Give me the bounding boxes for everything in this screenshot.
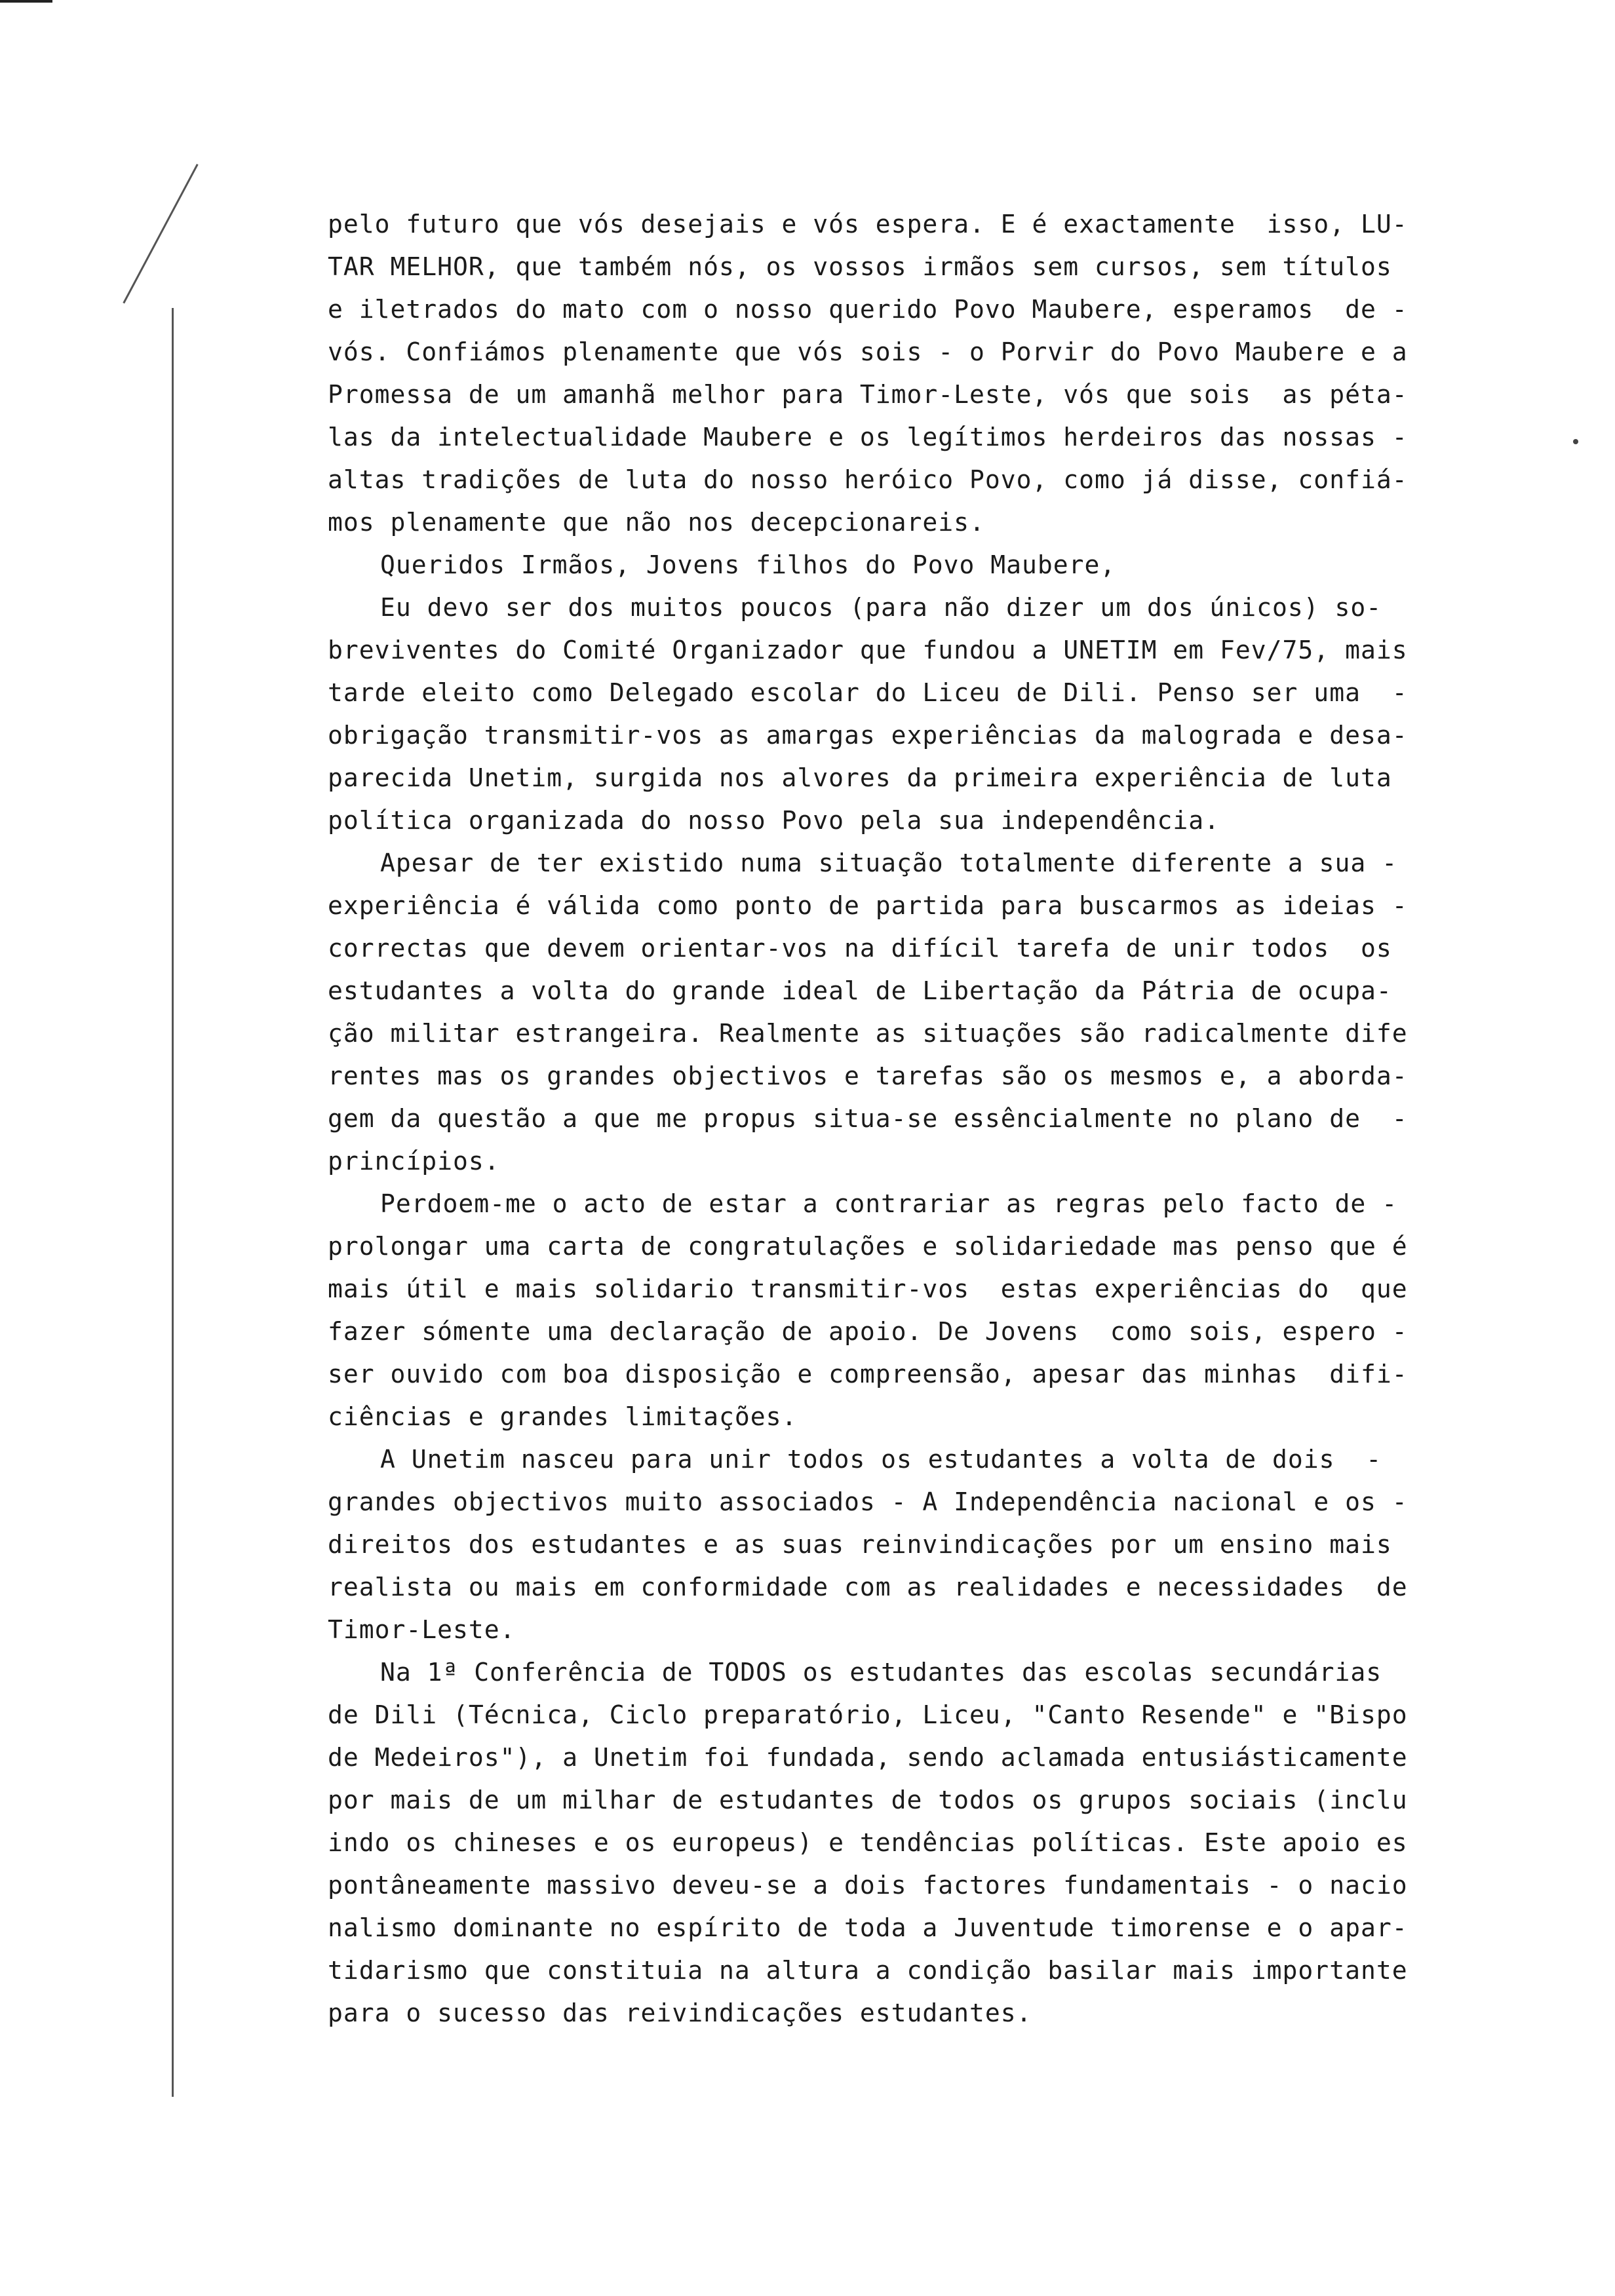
text-line: prolongar uma carta de congratulações e solidariedade mas penso que é — [328, 1232, 1408, 1261]
text-line: Perdoem-me o acto de estar a contrariar as regras pelo facto de - — [380, 1189, 1398, 1218]
text-line: gem da questão a que me propus situa-se essêncialmente no plano de - — [328, 1104, 1408, 1133]
text-line: por mais de um milhar de estudantes de todos os grupos sociais (inclu — [328, 1786, 1408, 1814]
text-line: nalismo dominante no espírito de toda a Juventude timorense e o apar- — [328, 1913, 1408, 1942]
text-line: breviventes do Comité Organizador que fundou a UNETIM em Fev/75, mais — [328, 636, 1408, 664]
text-line: Queridos Irmãos, Jovens filhos do Povo Maubere, — [380, 550, 1116, 579]
scan-edge-mark — [0, 0, 52, 3]
text-line: direitos dos estudantes e as suas reinvindicações por um ensino mais — [328, 1530, 1392, 1559]
text-line: ser ouvido com boa disposição e compreensão, apesar das minhas difi- — [328, 1360, 1408, 1388]
text-line: correctas que devem orientar-vos na difícil tarefa de unir todos os — [328, 934, 1392, 963]
text-line: mais útil e mais solidario transmitir-vos estas experiências do que — [328, 1274, 1408, 1303]
stray-ink-dot — [1573, 439, 1578, 444]
text-line: mos plenamente que não nos decepcionareis. — [328, 508, 985, 537]
text-line: de Dili (Técnica, Ciclo preparatório, Liceu, "Canto Resende" e "Bispo — [328, 1700, 1408, 1729]
margin-slash-mark — [123, 164, 198, 303]
text-line: Na 1ª Conferência de TODOS os estudantes das escolas secundárias — [380, 1658, 1382, 1687]
typed-letter-body — [328, 203, 1508, 2035]
text-line: estudantes a volta do grande ideal de Libertação da Pátria de ocupa- — [328, 976, 1392, 1005]
text-line: princípios. — [328, 1147, 500, 1176]
text-line: las da intelectualidade Maubere e os legítimos herdeiros das nossas - — [328, 423, 1408, 451]
text-line: de Medeiros"), a Unetim foi fundada, sendo aclamada entusiásticamente — [328, 1743, 1408, 1772]
text-line: TAR MELHOR, que também nós, os vossos irmãos sem cursos, sem títulos — [328, 252, 1392, 281]
text-line: realista ou mais em conformidade com as realidades e necessidades de — [328, 1573, 1408, 1601]
text-line: Apesar de ter existido numa situação totalmente diferente a sua - — [380, 849, 1398, 877]
text-line: obrigação transmitir-vos as amargas experiências da malograda e desa- — [328, 721, 1408, 750]
text-line: rentes mas os grandes objectivos e tarefas são os mesmos e, a aborda- — [328, 1062, 1408, 1090]
text-line: Timor-Leste. — [328, 1615, 516, 1644]
text-line: Eu devo ser dos muitos poucos (para não dizer um dos únicos) so- — [380, 593, 1382, 622]
text-line: pelo futuro que vós desejais e vós espera. E é exactamente isso, LU- — [328, 210, 1408, 239]
text-line: parecida Unetim, surgida nos alvores da primeira experiência de luta — [328, 763, 1392, 792]
text-line: experiência é válida como ponto de partida para buscarmos as ideias - — [328, 891, 1408, 920]
text-line: grandes objectivos muito associados - A Independência nacional e os - — [328, 1487, 1408, 1516]
text-line: indo os chineses e os europeus) e tendências políticas. Este apoio es — [328, 1828, 1408, 1857]
text-line: tarde eleito como Delegado escolar do Liceu de Dili. Penso ser uma - — [328, 678, 1408, 707]
text-line: altas tradições de luta do nosso heróico Povo, como já disse, confiá- — [328, 465, 1408, 494]
text-line: ciências e grandes limitações. — [328, 1402, 798, 1431]
text-line: Promessa de um amanhã melhor para Timor-Leste, vós que sois as péta- — [328, 380, 1408, 409]
text-line: A Unetim nasceu para unir todos os estudantes a volta de dois - — [380, 1445, 1382, 1474]
margin-binding-line — [172, 308, 174, 2097]
text-line: e iletrados do mato com o nosso querido Povo Maubere, esperamos de - — [328, 295, 1408, 324]
text-line: tidarismo que constituia na altura a condição basilar mais importante — [328, 1956, 1408, 1985]
text-line: pontâneamente massivo deveu-se a dois factores fundamentais - o nacio — [328, 1871, 1408, 1900]
text-line: vós. Confiámos plenamente que vós sois - o Porvir do Povo Maubere e a — [328, 337, 1408, 366]
text-line: política organizada do nosso Povo pela sua independência. — [328, 806, 1220, 835]
text-line: para o sucesso das reivindicações estudantes. — [328, 1999, 1032, 2027]
text-line: ção militar estrangeira. Realmente as situações são radicalmente dife — [328, 1019, 1408, 1048]
text-line: fazer sómente uma declaração de apoio. De Jovens como sois, espero - — [328, 1317, 1408, 1346]
